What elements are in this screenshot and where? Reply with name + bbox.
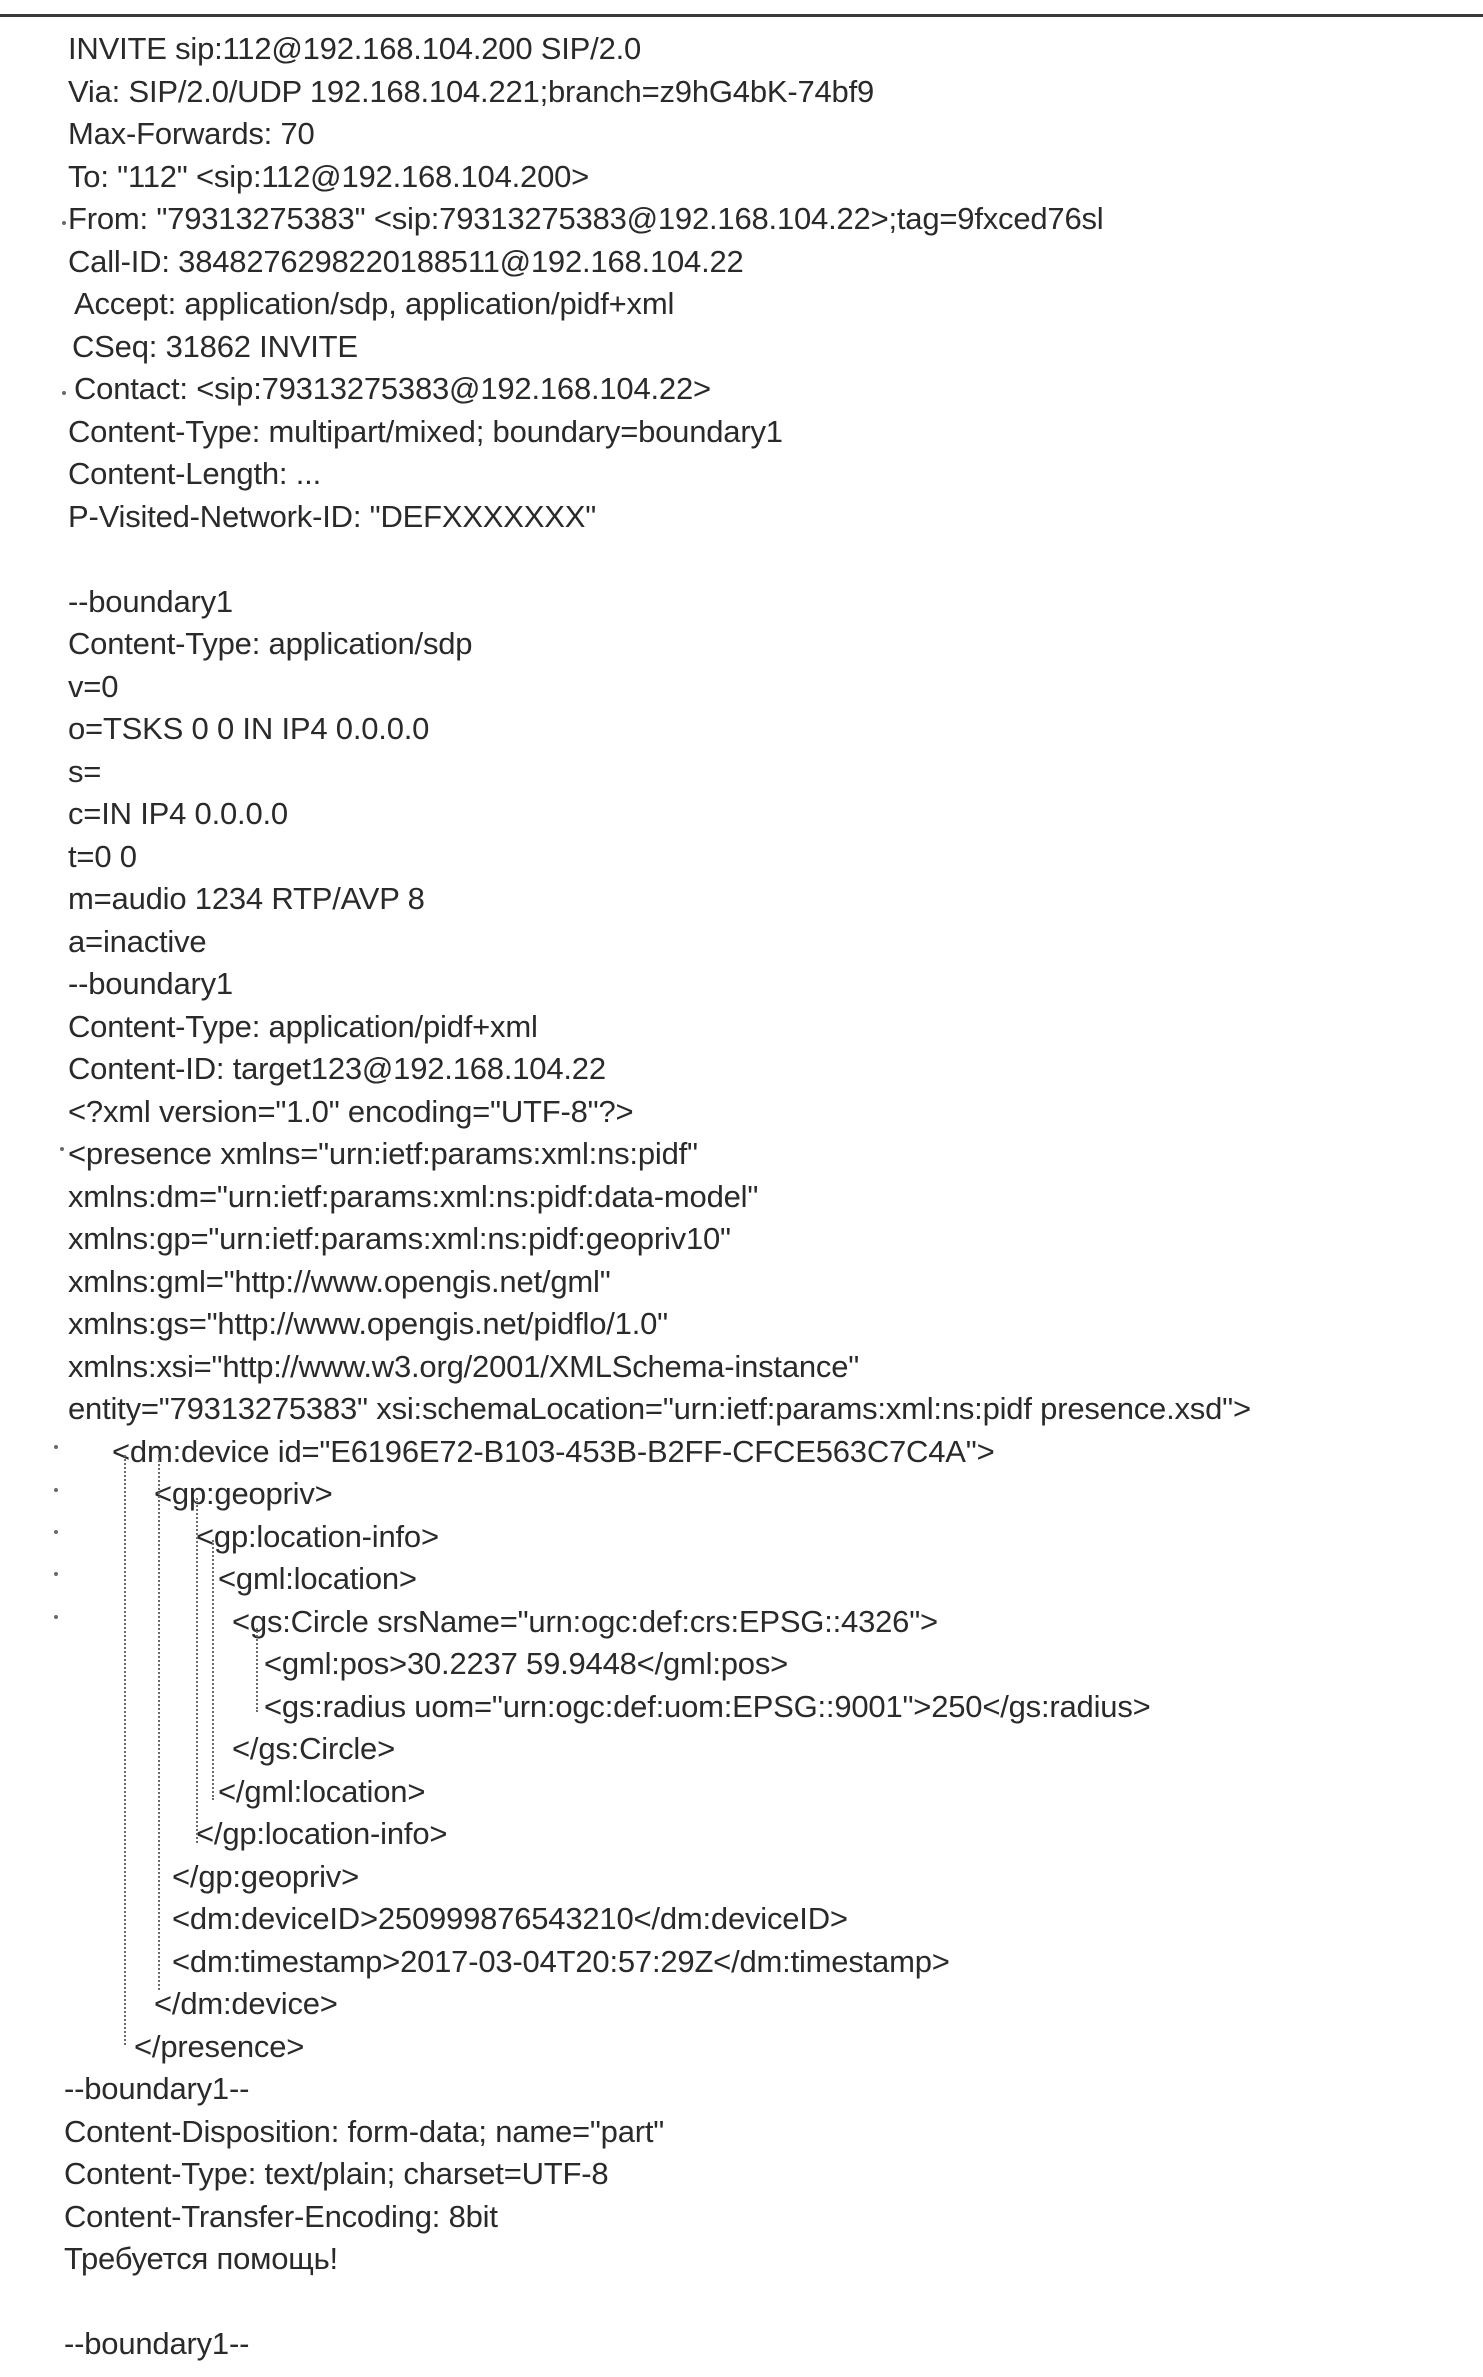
cseq-header: CSeq: 31862 INVITE (72, 328, 358, 364)
accept-header: Accept: application/sdp, application/pidf+xml (74, 286, 675, 321)
request-line: INVITE sip:112@192.168.104.200 SIP/2.0 (68, 31, 642, 66)
circle-close: </gs:Circle> (232, 1731, 395, 1766)
gml-pos: <gml:pos>30.2237 59.9448</gml:pos> (264, 1646, 789, 1681)
sip-message (64, 28, 1468, 2366)
geopriv-open: <gp:geopriv> (154, 1476, 333, 1511)
device-open: <dm:device id="E6196E72-B103-453B-B2FF-CFCE563C7C4A"> (112, 1433, 995, 1469)
via-header: Via: SIP/2.0/UDP 192.168.104.221;branch=z9hG4bK-74bf9 (68, 73, 875, 109)
indent-guide (212, 1540, 214, 1800)
text-content-type: Content-Type: text/plain; charset=UTF-8 (64, 2156, 609, 2191)
xml-declaration: <?xml version="1.0" encoding="UTF-8"?> (68, 1093, 634, 1129)
margin-tick (54, 1572, 58, 1576)
indent-guide (124, 1455, 126, 2045)
sdp-timing: t=0 0 (68, 838, 137, 874)
pidf-content-type: Content-Type: application/pidf+xml (68, 1008, 538, 1044)
call-id-header: Call-ID: 3848276298220188511@192.168.104.22 (68, 243, 744, 279)
margin-tick (62, 391, 66, 395)
gml-location-open: <gml:location> (218, 1561, 417, 1596)
blank-line (68, 2281, 1468, 2324)
sdp-media: m=audio 1234 RTP/AVP 8 (68, 881, 425, 916)
margin-tick (62, 221, 66, 225)
xmlns-gml: xmlns:gml="http://www.opengis.net/gml" (68, 1263, 611, 1299)
circle-open: <gs:Circle srsName="urn:ogc:def:crs:EPSG::4326"> (232, 1603, 938, 1639)
content-length-header: Content-Length: ... (68, 456, 321, 491)
margin-tick (54, 1530, 58, 1534)
boundary-line: --boundary1 (68, 966, 233, 1001)
from-header: From: "79313275383" <sip:79313275383@192.168.104.22>;tag=9fxced76sl (68, 201, 1104, 236)
sdp-origin: o=TSKS 0 0 IN IP4 0.0.0.0 (68, 711, 430, 746)
location-info-close: </gp:location-info> (196, 1816, 448, 1851)
margin-tick (54, 1488, 58, 1492)
xmlns-dm: xmlns:dm="urn:ietf:params:xml:ns:pidf:data-model" (68, 1178, 759, 1214)
boundary-end-line: --boundary1-- (64, 2071, 250, 2106)
margin-tick (54, 1615, 58, 1619)
contact-header: Contact: <sip:79313275383@192.168.104.22> (74, 371, 711, 406)
xmlns-xsi: xmlns:xsi="http://www.w3.org/2001/XMLSchema-instance" (68, 1348, 860, 1384)
top-rule (0, 14, 1483, 17)
device-timestamp: <dm:timestamp>2017-03-04T20:57:29Z</dm:timestamp> (172, 1943, 950, 1979)
presence-open: <presence xmlns="urn:ietf:params:xml:ns:pidf" (68, 1136, 698, 1171)
indent-guide (256, 1628, 258, 1712)
content-type-header: Content-Type: multipart/mixed; boundary=boundary1 (68, 413, 783, 449)
device-close: </dm:device> (154, 1986, 338, 2021)
sdp-session-name: s= (68, 753, 102, 789)
max-forwards-header: Max-Forwards: 70 (68, 116, 315, 151)
indent-guide (158, 1455, 160, 1990)
xmlns-gs: xmlns:gs="http://www.opengis.net/pidflo/1.0" (68, 1306, 668, 1341)
gml-location-close: </gml:location> (218, 1773, 426, 1809)
final-boundary-line: --boundary1-- (64, 2326, 250, 2361)
sdp-attribute: a=inactive (68, 923, 207, 959)
sdp-content-type: Content-Type: application/sdp (68, 626, 473, 661)
geopriv-close: </gp:geopriv> (172, 1858, 359, 1894)
device-id: <dm:deviceID>250999876543210</dm:deviceID> (172, 1901, 848, 1936)
pidf-content-id: Content-ID: target123@192.168.104.22 (68, 1051, 606, 1086)
to-header: To: "112" <sip:112@192.168.104.200> (68, 158, 590, 194)
presence-close: </presence> (134, 2028, 305, 2064)
p-visited-network-id-header: P-Visited-Network-ID: "DEFXXXXXXX" (68, 498, 596, 534)
boundary-line: --boundary1 (68, 583, 233, 619)
message-body-text: Требуется помощь! (64, 2241, 338, 2276)
presence-entity: entity="79313275383" xsi:schemaLocation="urn:ietf:params:xml:ns:pidf presence.xsd"> (68, 1391, 1251, 1426)
location-info-open: <gp:location-info> (196, 1518, 439, 1554)
content-disposition: Content-Disposition: form-data; name="part" (64, 2113, 665, 2149)
content-transfer-encoding: Content-Transfer-Encoding: 8bit (64, 2198, 498, 2234)
sdp-version: v=0 (68, 668, 119, 704)
margin-tick (60, 1147, 64, 1151)
indent-guide (196, 1498, 198, 1843)
xmlns-gp: xmlns:gp="urn:ietf:params:xml:ns:pidf:geopriv10" (68, 1221, 731, 1256)
blank-line (68, 538, 1468, 581)
sdp-connection: c=IN IP4 0.0.0.0 (68, 796, 288, 831)
gs-radius: <gs:radius uom="urn:ogc:def:uom:EPSG::9001">250</gs:radius> (264, 1688, 1151, 1724)
margin-tick (54, 1445, 58, 1449)
